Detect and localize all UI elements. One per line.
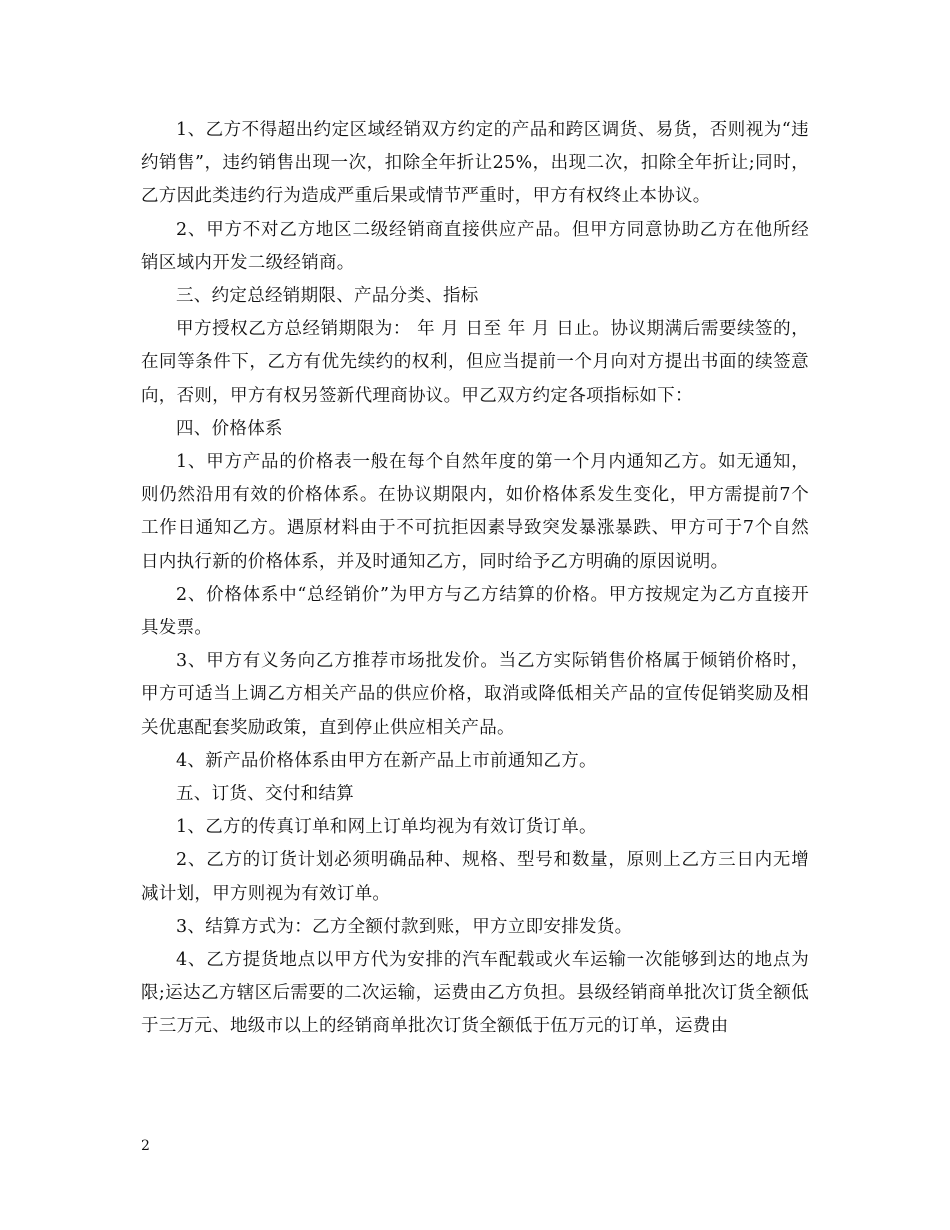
clause-new-product-price: 4、新产品价格体系由甲方在新产品上市前通知乙方。: [176, 750, 597, 771]
clause-authorization-term: 甲方授权乙方总经销期限为： 年 月 日至 年 月 日止。协议期满后需要续签的，在同等条件下，乙方有优先续约的权利，但应当提前一个月向对方提出书面的续签意向，否则，甲方有权另签新代理商协议。甲乙双方约定各项指标如下：: [141, 319, 809, 406]
clause-price-list: 1、甲方产品的价格表一般在每个自然年度的第一个月内通知乙方。如无通知，则仍然沿用有效的价格体系。在协议期限内，如价格体系发生变化，甲方需提前7个工作日通知乙方。遇原材料由于不可抗拒因素导致突发暴涨暴跌、甲方可于7个自然日内执行新的价格体系，并及时通知乙方，同时给予乙方明确的原因说明。: [141, 452, 809, 572]
section-heading-term: 三、约定总经销期限、产品分类、指标: [176, 286, 479, 307]
section-heading-pricing: 四、价格体系: [176, 418, 283, 439]
clause-secondary-dealers: 2、甲方不对乙方地区二级经销商直接供应产品。但甲方同意协助乙方在他所经销区域内开发二级经销商。: [141, 219, 809, 273]
clause-delivery-location: 4、乙方提货地点以甲方代为安排的汽车配载或火车运输一次能够到达的地点为限;运达乙方辖区后需要的二次运输，运费由乙方负担。县级经销商单批次订货全额低于三万元、地级市以上的经销商单批次订货全额低于伍万元的订单，运费由: [141, 950, 809, 1037]
clause-valid-orders: 1、乙方的传真订单和网上订单均视为有效订货订单。: [176, 817, 597, 838]
document-body: [141, 114, 809, 1044]
clause-order-plan: 2、乙方的订货计划必须明确品种、规格、型号和数量，原则上乙方三日内无增减计划，甲方则视为有效订单。: [141, 850, 809, 904]
clause-violation-sales: 1、乙方不得超出约定区域经销双方约定的产品和跨区调货、易货，否则视为“违约销售”，违约销售出现一次，扣除全年折让25%，出现二次，扣除全年折让;同时，乙方因此类违约行为造成严重后果或情节严重时，甲方有权终止本协议。: [141, 120, 809, 207]
clause-settlement-price: 2、价格体系中“总经销价”为甲方与乙方结算的价格。甲方按规定为乙方直接开具发票。: [141, 584, 809, 639]
section-heading-ordering: 五、订货、交付和结算: [176, 784, 354, 805]
clause-payment-method: 3、结算方式为：乙方全额付款到账，甲方立即安排发货。: [176, 916, 633, 937]
clause-wholesale-price: 3、甲方有义务向乙方推荐市场批发价。当乙方实际销售价格属于倾销价格时，甲方可适当上调乙方相关产品的供应价格，取消或降低相关产品的宣传促销奖励及相关优惠配套奖励政策，直到停止供应相关产品。: [141, 651, 809, 738]
page-number: 2: [141, 1138, 150, 1154]
